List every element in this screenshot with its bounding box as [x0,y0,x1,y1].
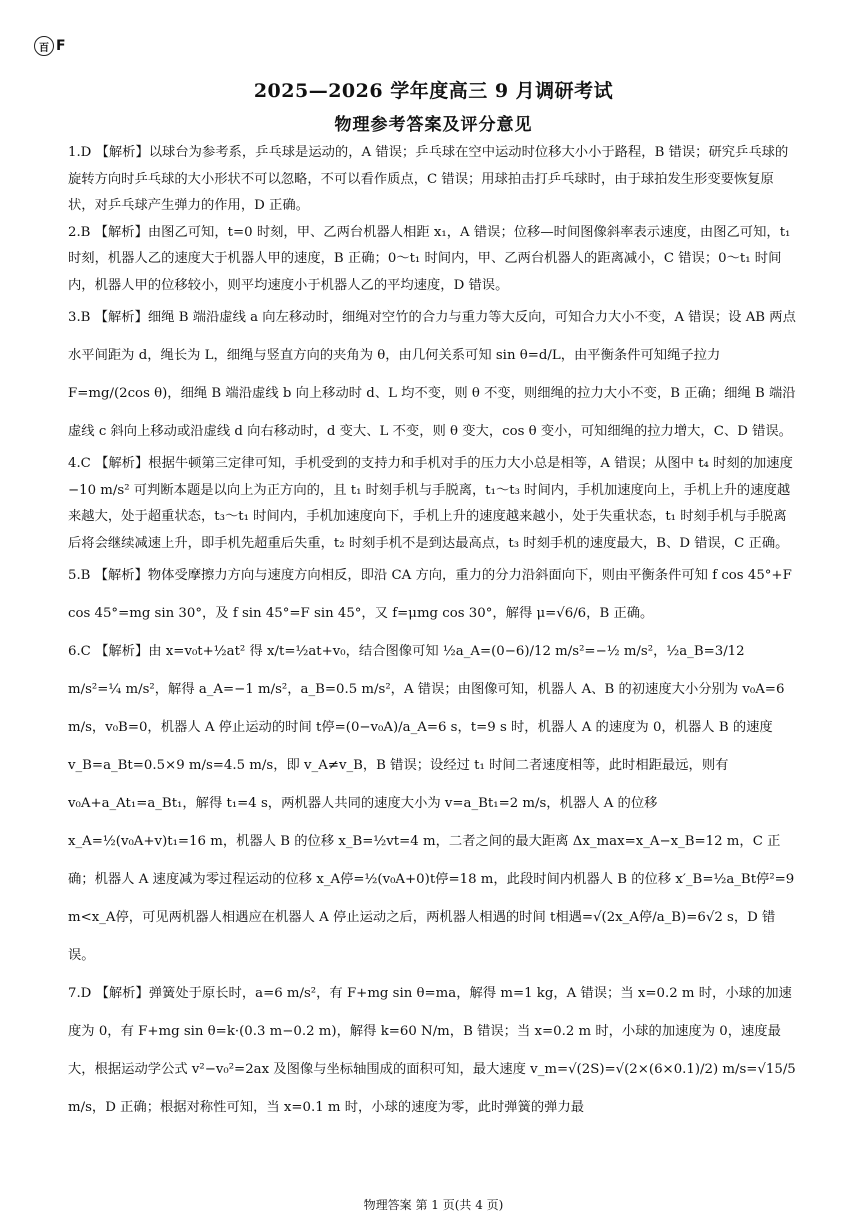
answer-list [68,140,798,1127]
answer-item-6 [68,633,798,975]
answer-text: 4.C 【解析】根据牛顿第三定律可知，手机受到的支持力和手机对手的压力大小总是相等，A 错误；从图中 t₄ 时刻的加速度 −10 m/s² 可判断本题是以向上为正方向的，且 t₁ 时刻手机与手脱离，t₁～t₃ 时间内，手机加速度向上，手机上升的速度越来越大，处于超重状态，t₃～t₁ 时间内，手机加速度向下，手机上升的速度越来越小，处于失重状态，t₁ 时刻手机与手脱离后将会继续减速上升，即手机先超重后失重，t₂ 时刻手机不是到达最高点，t₃ 时刻手机的速度最大，B、D 错误，C 正确。 [68,456,793,551]
answer-text: 7.D 【解析】弹簧处于原长时，a=6 m/s²，有 F+mg sin θ=ma，解得 m=1 kg，A 错误；当 x=0.2 m 时，小球的加速度为 0，有 F+mg sin θ=k·(0.3 m−0.2 m)，解得 k=60 N/m，B 错误；当 x=0.2 m 时，小球的加速度为 0，速度最大，根据运动学公式 v²−v₀²=2ax 及图像与坐标轴围成的面积可知，最大速度 v_m=√(2S)=√(2×(6×0.1)/2) m/s=√15/5 m/s，D 正确；根据对称性可知，当 x=0.1 m 时，小球的速度为零，此时弹簧的弹力最 [68,986,796,1115]
answer-text: 2.B 【解析】由图乙可知，t=0 时刻，甲、乙两台机器人相距 x₁，A 错误；位移—时间图像斜率表示速度，由图乙可知，t₁ 时刻，机器人乙的速度大于机器人甲的速度，B 正确；0～t₁ 时间内，甲、乙两台机器人的距离减小，C 错误；0～t₁ 时间内，机器人甲的位移较小，则平均速度小于机器人乙的平均速度，D 错误。 [68,224,791,293]
answer-item-2 [68,220,798,300]
answer-item-4 [68,451,798,557]
publisher-logo [34,36,66,56]
answer-text: 6.C 【解析】由 x=v₀t+½at² 得 x/t=½at+v₀，结合图像可知 ½a_A=(0−6)/12 m/s²=−½ m/s²，½a_B=3/12 m/s²=¼ m/s²，解得 a_A=−1 m/s²，a_B=0.5 m/s²，A 错误；由图像可知，机器人 A、B 的初速度大小分别为 v₀A=6 m/s，v₀B=0，机器人 A 停止运动的时间 t停=(0−v₀A)/a_A=6 s，t=9 s 时，机器人 A 的速度为 0，机器人 B 的速度 v_B=a_Bt=0.5×9 m/s=4.5 m/s，即 v_A≠v_B，B 错误；设经过 t₁ 时间二者速度相等，此时相距最远，则有 v₀A+a_At₁=a_Bt₁，解得 t₁=4 s，两机器人共同的速度大小为 v=a_Bt₁=2 m/s，机器人 A 的位移 x_A=½(v₀A+v)t₁=16 m，机器人 B 的位移 x_B=½vt=4 m，二者之间的最大距离 Δx_max=x_A−x_B=12 m，C 正确；机器人 A 速度减为零过程运动的位移 x_A停=½(v₀A+0)t停=18 m，此段时间内机器人 B 的位移 x′_B=½a_Bt停²=9 m<x_A停，可见两机器人相遇应在机器人 A 停止运动之后，两机器人相遇的时间 t相遇=√(2x_A停/a_B)=6√2 s，D 错误。 [68,644,795,963]
exam-title: 2025—2026 学年度高三 9 月调研考试 [253,80,614,102]
logo-letter: F [56,38,66,54]
page-footer: 物理答案 第 1 页(共 4 页) [363,1198,504,1212]
answer-item-1 [68,140,798,220]
answer-item-5 [68,557,798,633]
answer-item-7 [68,975,798,1127]
logo-circle-mark: 百 [34,36,54,56]
answer-text: 5.B 【解析】物体受摩擦力方向与速度方向相反，即沿 CA 方向，重力的分力沿斜面向下，则由平衡条件可知 f cos 45°+F cos 45°=mg sin 30°，及 f sin 45°=F sin 45°，又 f=μmg cos 30°，解得 μ=√6/6，B 正确。 [68,568,792,621]
answer-item-3 [68,299,798,451]
answer-subtitle: 物理参考答案及评分意见 [334,115,533,135]
answer-text: 3.B 【解析】细绳 B 端沿虚线 a 向左移动时，细绳对空竹的合力与重力等大反向，可知合力大小不变，A 错误；设 AB 两点水平间距为 d，绳长为 L，细绳与竖直方向的夹角为 θ，由几何关系可知 sin θ=d/L，由平衡条件可知绳子拉力 F=mg/(2cos θ)，细绳 B 端沿虚线 b 向上移动时 d、L 均不变，则 θ 不变，则细绳的拉力大小不变，B 正确；细绳 B 端沿虚线 c 斜向上移动或沿虚线 d 向右移动时，d 变大、L 不变，则 θ 变大，cos θ 变小，可知细绳的拉力增大，C、D 错误。 [68,310,796,439]
answer-text: 1.D 【解析】以球台为参考系，乒乓球是运动的，A 错误；乒乓球在空中运动时位移大小小于路程，B 错误；研究乒乓球的旋转方向时乒乓球的大小形状不可以忽略，不可以看作质点，C 错误；用球拍击打乒乓球时，由于球拍发生形变要恢复原状，对乒乓球产生弹力的作用，D 正确。 [68,145,789,213]
